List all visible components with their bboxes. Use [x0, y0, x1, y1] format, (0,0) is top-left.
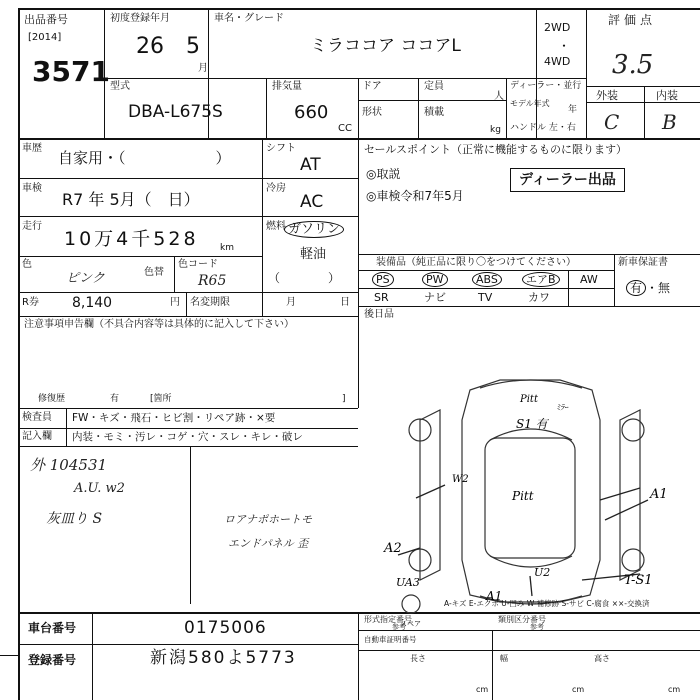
- fuel-diesel: 軽油: [300, 247, 327, 262]
- door-label: ドア: [362, 81, 382, 92]
- score-value: 3.5: [612, 50, 654, 80]
- expiry-month: 月: [286, 297, 296, 308]
- length-unit: cm: [476, 685, 489, 694]
- ac-label: 冷房: [266, 183, 286, 194]
- model-label: 車名・グレード: [214, 13, 284, 24]
- height-unit: cm: [668, 685, 681, 694]
- repair-label: 修復歴: [38, 394, 66, 404]
- hand-note-1: 外 104531: [30, 456, 108, 474]
- first-reg-label: 初度登録年月: [110, 13, 170, 24]
- exterior-grade: C: [604, 110, 620, 134]
- mileage-unit: km: [220, 243, 234, 253]
- exterior-label: 外装: [596, 89, 618, 102]
- diagram-mark: A2: [384, 541, 402, 556]
- equip-leather: カワ: [528, 291, 550, 304]
- recycle-label: R券: [22, 297, 39, 308]
- load-label: 積載: [424, 107, 444, 118]
- repair-place: [箇所: [150, 394, 172, 404]
- diagram-mark: T-S1: [624, 573, 653, 588]
- model-name: ミラココア ココアL: [310, 36, 461, 56]
- interior-grade: B: [662, 110, 677, 134]
- fuel-paren: （ ）: [268, 271, 341, 285]
- shift-value: AT: [300, 155, 321, 175]
- mileage-value: 10万4千528: [64, 228, 199, 250]
- sales-title: セールスポイント（正常に機能するものに限ります）: [364, 143, 628, 156]
- equip-sr: SR: [374, 291, 389, 304]
- inspection-label: 車検: [22, 183, 42, 194]
- warranty-no: ・無: [646, 281, 671, 295]
- model-year-label: モデル年式: [510, 99, 550, 108]
- displacement-value: 660: [294, 102, 329, 123]
- color-code: R65: [198, 273, 227, 289]
- hand-note-3: 灰皿り S: [46, 511, 103, 527]
- shape-label: 形状: [362, 107, 382, 118]
- category-label: 類別区分番号: [498, 615, 546, 624]
- diagram-mark: U2: [534, 566, 551, 579]
- color-value: ピンク: [66, 271, 105, 286]
- score-label: 評価点: [608, 13, 657, 27]
- category-sub: 参考: [530, 623, 544, 631]
- drive-2wd: 2WD: [544, 21, 571, 34]
- year-unit: 年: [568, 105, 578, 115]
- sales-point-1: ◎取説: [366, 167, 401, 181]
- color-label: 色: [22, 259, 32, 270]
- reg-month: 5: [186, 34, 200, 59]
- repair-have: 有: [110, 394, 120, 404]
- lot-number: 3571: [32, 55, 110, 88]
- handle-label: ハンドル 左・右: [510, 123, 576, 133]
- chassis-value: 0175006: [184, 618, 267, 638]
- interior-label: 内装: [656, 89, 678, 102]
- recycle-unit: 円: [170, 297, 180, 308]
- shift-label: シフト: [266, 143, 296, 154]
- hand-note-2: A.U. w2: [74, 481, 125, 496]
- diagram-mark: スペア: [400, 620, 421, 628]
- registration-value: 新潟580よ5773: [150, 648, 297, 668]
- inspection-value: R7 年 5月（ 日）: [62, 190, 200, 209]
- chassis-label: 車台番号: [28, 621, 77, 635]
- cert-label: 形式指定番号: [364, 615, 412, 624]
- capacity-label: 定員: [424, 81, 444, 92]
- width-label: 幅: [500, 654, 508, 663]
- warranty-label: 新車保証書: [618, 257, 668, 268]
- warranty-yes: 有: [626, 280, 646, 296]
- cert-sub: 参考: [392, 623, 406, 631]
- history-label: 車歴: [22, 143, 42, 154]
- expiry-label: 名変期限: [190, 297, 230, 308]
- color-change-label: 色替: [144, 267, 164, 278]
- mileage-label: 走行: [22, 221, 42, 232]
- inspector-text: FW・キズ・飛石・ヒビ割・リペア跡・×要: [72, 412, 276, 424]
- equip-navi: ナビ: [424, 291, 446, 304]
- rear-seat-label: 後日品: [364, 309, 394, 320]
- diagram-legend: A-キズ E-エクボ U-凹み W-補修跡 S-サビ C-腐食 ××-交換済: [444, 599, 650, 608]
- recycle-value: 8,140: [72, 295, 113, 311]
- diagram-mark: S1 有: [516, 417, 548, 431]
- equip-aw: AW: [580, 273, 598, 286]
- diagram-mark: ﾐﾗｰ: [556, 403, 568, 412]
- repair-end: ]: [342, 394, 346, 404]
- equip-ps: PS: [372, 272, 394, 287]
- type-value: DBA-L675S: [128, 102, 223, 122]
- year-tag: [2014]: [28, 32, 62, 43]
- vehicle-cert-label: 自動車証明番号: [364, 635, 417, 644]
- diagram-mark: W2: [452, 474, 469, 485]
- fuel-gasoline-circled: ガソリン: [284, 221, 344, 238]
- notes-title: 注意事項申告欄（不具合内容等は具体的に記入して下さい）: [24, 319, 294, 330]
- hand-note-right-1: ロアナポホートモ: [224, 513, 312, 526]
- fuel-label: 燃料: [266, 221, 286, 232]
- diagram-mark: UA3: [396, 576, 420, 589]
- dealer-label: ディーラー・並行: [510, 81, 582, 91]
- lot-label: 出品番号: [24, 13, 68, 26]
- diagram-mark: A1: [650, 487, 668, 502]
- length-label: 長さ: [410, 654, 426, 663]
- registration-label: 登録番号: [28, 653, 77, 667]
- entry-label: 記入欄: [22, 431, 52, 442]
- displacement-unit: CC: [338, 123, 352, 134]
- equip-airbag: エアB: [522, 272, 560, 287]
- drive-4wd: 4WD: [544, 55, 571, 68]
- width-unit: cm: [572, 685, 585, 694]
- ac-value: AC: [300, 192, 324, 212]
- dealer-badge: ディーラー出品: [510, 168, 625, 192]
- load-unit: kg: [490, 125, 501, 135]
- height-label: 高さ: [594, 654, 610, 663]
- equip-pw: PW: [422, 272, 448, 287]
- equip-tv: TV: [478, 291, 493, 304]
- hand-note-right-2: エンドパネル 歪: [228, 537, 309, 550]
- month-suffix: 月: [198, 63, 208, 74]
- sales-point-2: ◎車検令和7年5月: [366, 189, 464, 203]
- diagram-mark: A1: [486, 589, 503, 603]
- diagram-mark: Pitt: [520, 394, 538, 405]
- color-code-label: 色コード: [178, 259, 218, 270]
- equipment-title: 装備品（純正品に限り〇をつけてください）: [376, 257, 576, 268]
- displacement-label: 排気量: [272, 81, 302, 92]
- type-label: 型式: [110, 81, 130, 92]
- capacity-unit: 人: [494, 91, 504, 102]
- equip-abs: ABS: [472, 272, 502, 287]
- diagram-mark: Pitt: [512, 489, 534, 503]
- entry-text: 内装・モミ・汚レ・コゲ・穴・スレ・キレ・破レ: [72, 431, 303, 443]
- reg-year: 26: [136, 34, 164, 59]
- history-value: 自家用・（ ）: [58, 149, 231, 167]
- expiry-day: 日: [340, 297, 350, 308]
- inspector-label: 検査員: [22, 412, 52, 423]
